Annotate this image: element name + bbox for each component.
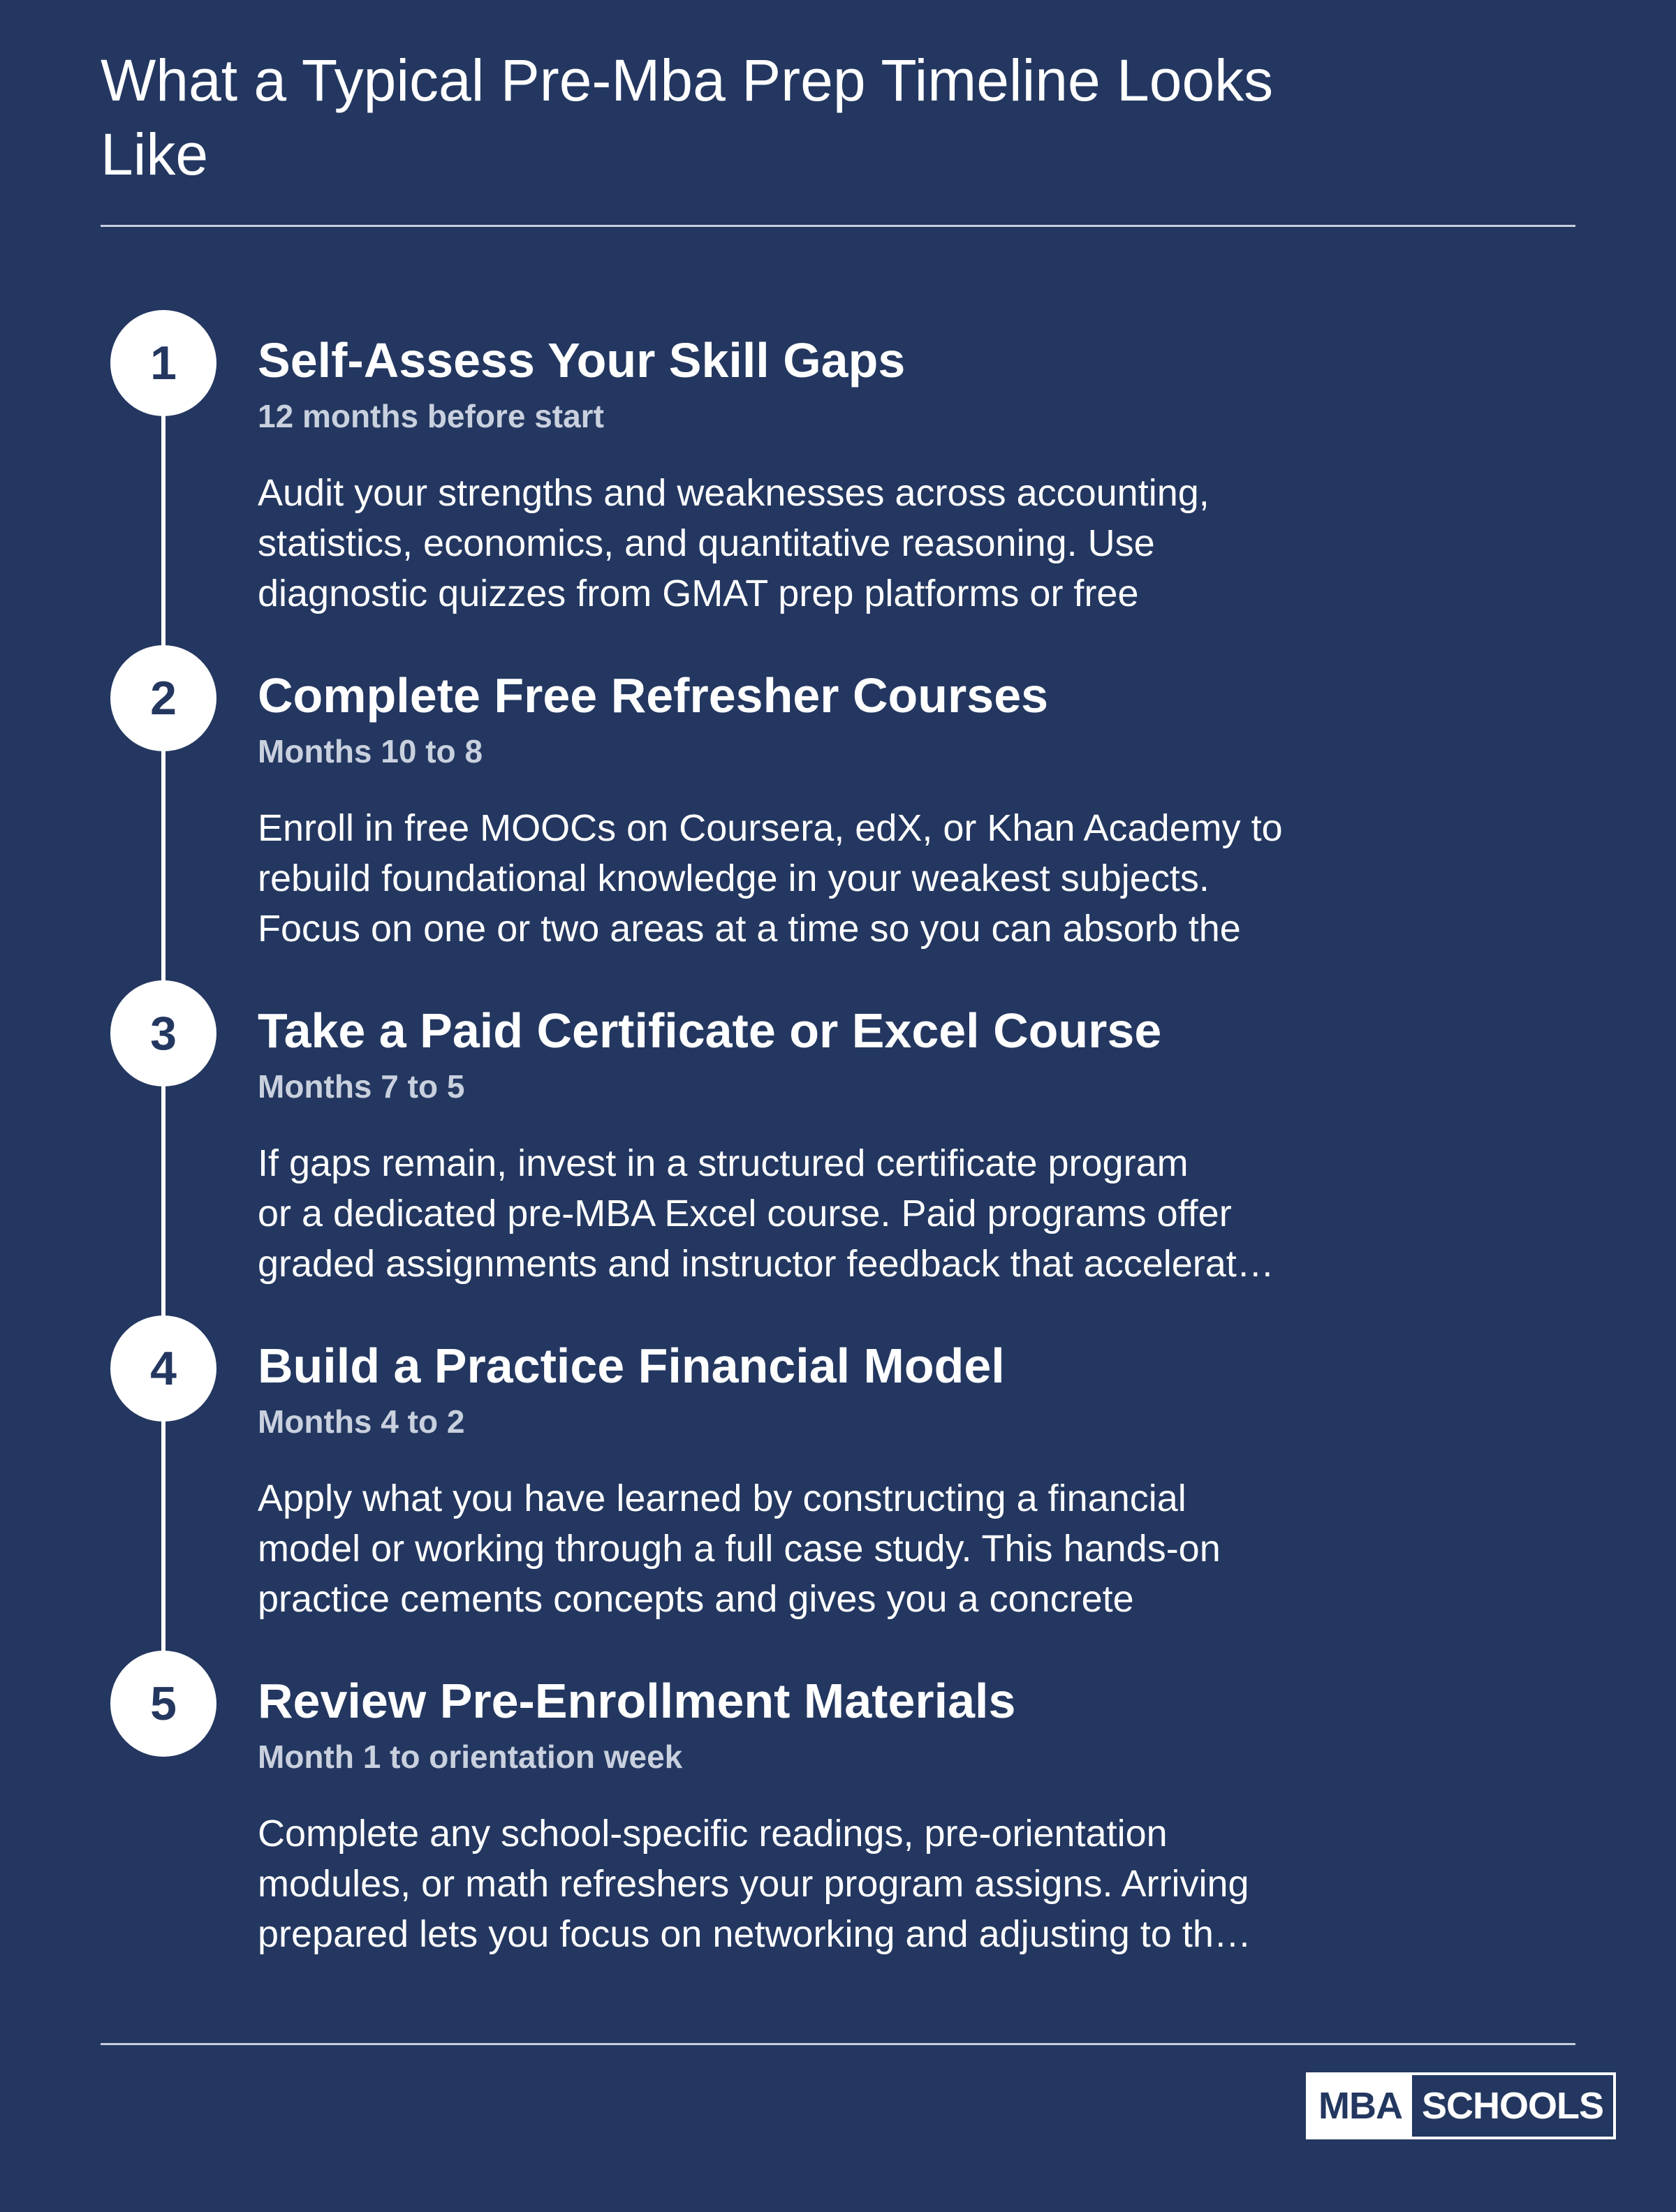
step-timing: 12 months before start	[258, 398, 604, 434]
step-number-badge: 3	[110, 980, 216, 1086]
step-description-line: Audit your strengths and weaknesses across accounting,	[258, 472, 1210, 514]
step-number-badge: 4	[110, 1315, 216, 1422]
mba-schools-logo	[1306, 2072, 1616, 2139]
step-number-badge: 2	[110, 645, 216, 751]
step-description-line: Complete any school-specific readings, pre-orientation	[258, 1813, 1168, 1855]
step-description-line: rebuild foundational knowledge in your weakest subjects.	[258, 857, 1210, 899]
step-description-line: Apply what you have learned by constructing a financial	[258, 1477, 1186, 1519]
step-description-line: graded assignments and instructor feedback that accelerat…	[258, 1243, 1274, 1285]
header-divider	[101, 225, 1575, 227]
step-description	[258, 468, 1375, 619]
step-description-line: statistics, economics, and quantitative reasoning. Use	[258, 522, 1155, 564]
step-description-line: prepared lets you focus on networking and adjusting to th…	[258, 1913, 1251, 1955]
step-description-line: model or working through a full case study. This hands-on	[258, 1528, 1221, 1570]
step-title: Complete Free Refresher Courses	[258, 668, 1049, 723]
step-number-badge: 1	[110, 310, 216, 416]
footer-divider	[101, 2043, 1575, 2045]
step-title: Self-Assess Your Skill Gaps	[258, 333, 906, 388]
step-timing: Months 10 to 8	[258, 733, 483, 769]
step-title: Take a Paid Certificate or Excel Course	[258, 1003, 1162, 1058]
logo-schools-text: SCHOOLS	[1412, 2075, 1613, 2137]
step-title: Build a Practice Financial Model	[258, 1339, 1005, 1393]
step-description	[258, 803, 1375, 954]
logo-mba-text: MBA	[1309, 2075, 1412, 2137]
step-description-line: If gaps remain, invest in a structured certificate program	[258, 1142, 1189, 1184]
step-timing: Months 7 to 5	[258, 1068, 465, 1105]
step-description-line: or a dedicated pre-MBA Excel course. Paid programs offer	[258, 1193, 1232, 1234]
step-description-line: Focus on one or two areas at a time so you can absorb the	[258, 908, 1241, 950]
step-description	[258, 1808, 1375, 1959]
step-timing: Month 1 to orientation week	[258, 1739, 683, 1775]
step-description-line: diagnostic quizzes from GMAT prep platforms or free	[258, 573, 1139, 614]
page-title: What a Typical Pre-Mba Prep Timeline Looks Like	[101, 47, 1274, 187]
step-description	[258, 1473, 1375, 1624]
step-description-line: practice cements concepts and gives you a concrete	[258, 1578, 1134, 1620]
step-number-badge: 5	[110, 1651, 216, 1757]
step-description-line: Enroll in free MOOCs on Coursera, edX, or Khan Academy to	[258, 807, 1283, 849]
step-description	[258, 1138, 1375, 1289]
step-title: Review Pre-Enrollment Materials	[258, 1674, 1016, 1728]
step-timing: Months 4 to 2	[258, 1403, 465, 1440]
step-description-line: modules, or math refreshers your program assigns. Arriving	[258, 1863, 1249, 1905]
